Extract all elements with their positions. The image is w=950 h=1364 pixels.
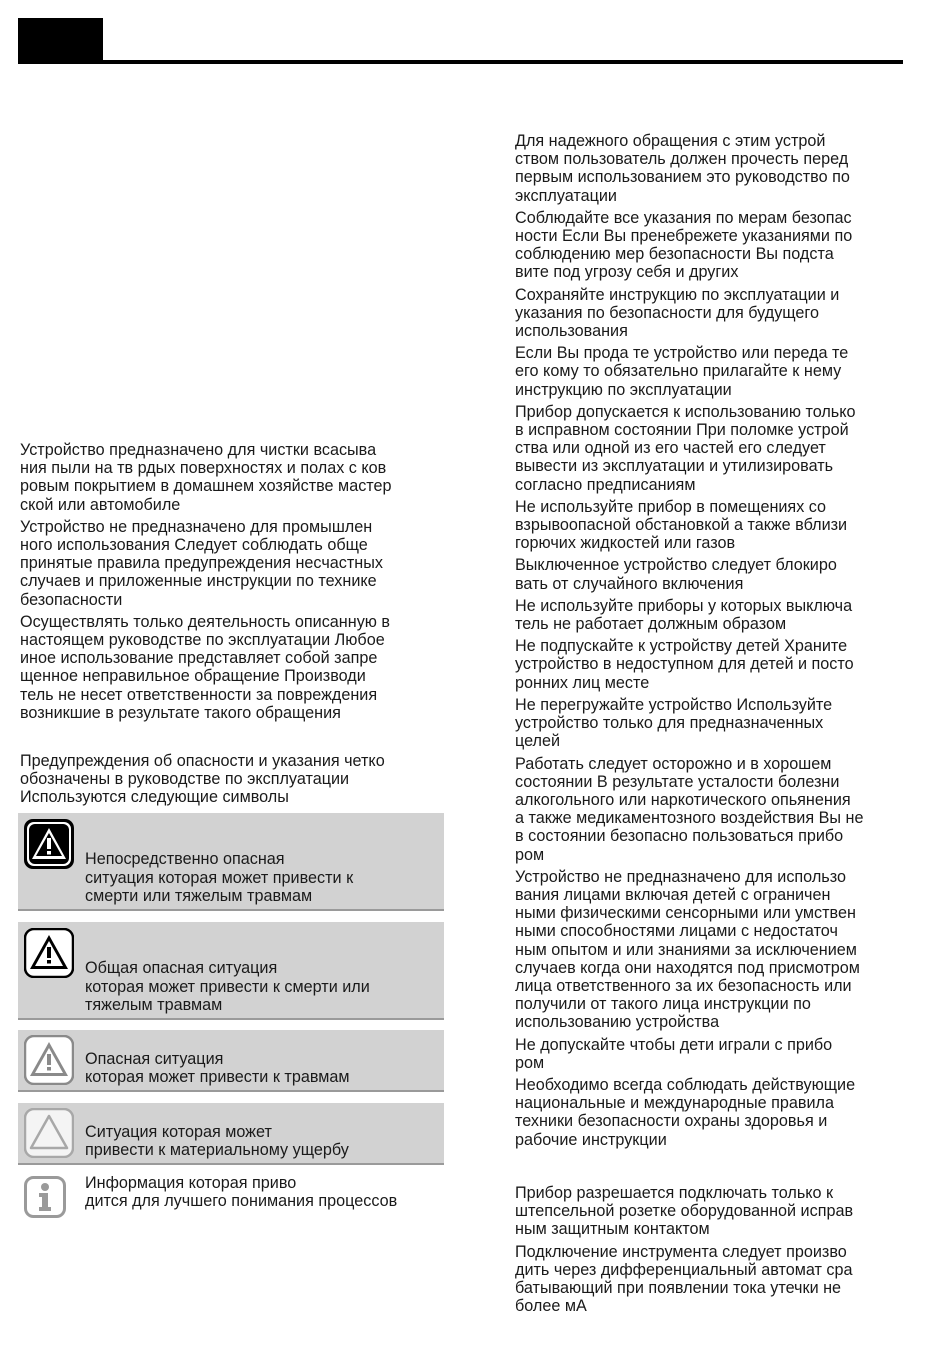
danger-box — [18, 813, 444, 911]
paragraph: Подключение инструмента следует произво дить через дифференциальный автомат сра батывающий при появлении тока утечки не более мА — [515, 1242, 853, 1316]
paragraph: Соблюдайте все указания по мерам безопас ности Если Вы пренебрежете указаниями по соблюдению мер безопасности Вы подста вите под угрозу себя и других — [515, 208, 853, 282]
notice-box — [18, 1103, 444, 1165]
paragraph: Необходимо всегда соблюдать действующие национальные и международные правила техники безопасности охраны здоровья и рабочие инструкции — [515, 1075, 856, 1149]
notice-triangle-icon — [24, 1108, 74, 1163]
paragraph: Устройство предназначено для чистки всасыва ния пыли на тв рдых поверхностях и полах с ков ровым покрытием в домашнем хозяйстве мастер ской или автомобиле — [20, 441, 392, 514]
paragraph: Если Вы прода те устройство или переда те его кому то обязательно прилагайте к нему инструкцию по эксплуатации — [515, 344, 849, 399]
symbols-intro-section — [20, 752, 450, 811]
paragraph: Для надежного обращения с этим устрой ством пользователь должен прочесть перед первым использованием это руководство по эксплуатации — [515, 132, 850, 205]
paragraph: Не подпускайте к устройству детей Храните устройство в недоступном для детей и посто ронних лиц месте — [515, 637, 854, 692]
info-text: Информация которая приво дится для лучшего понимания процессов — [85, 1174, 398, 1211]
electrical-safety-section — [515, 1184, 915, 1319]
header-rule — [18, 60, 903, 64]
paragraph: Устройство не предназначено для промышлен ного использования Следует соблюдать обще принятые правила предупреждения несчастных случаев и приложенные инструкции по технике безопасности — [20, 517, 383, 609]
notice-text: Ситуация которая может привести к материальному ущербу — [85, 1122, 349, 1159]
paragraph: Не допускайте чтобы дети играли с прибо ром — [515, 1035, 833, 1072]
paragraph: Не перегружайте устройство Используйте устройство только для предназначенных целей — [515, 695, 833, 751]
intended-use-section — [20, 441, 450, 726]
paragraph: Прибор допускается к использованию только в исправном состоянии При поломке устрой ства или одной из его частей его следует вывести из эксплуатации и утилизировать согласно предписаниям — [515, 402, 856, 494]
paragraph: Не используйте прибор в помещениях со взрывоопасной обстановкой а также вблизи горючих жидкостей или газов — [515, 497, 848, 553]
paragraph: Не используйте приборы у которых выключа тель не работает должным образом — [515, 596, 853, 634]
paragraph: Предупреждения об опасности и указания четко обозначены в руководстве по эксплуатации Используются следующие символы — [20, 752, 385, 807]
info-box — [18, 1172, 444, 1228]
warning-text: Общая опасная ситуация которая может привести к смерти или тяжелым травмам — [85, 959, 370, 1014]
danger-triangle-icon — [24, 819, 74, 874]
caution-text: Опасная ситуация которая может привести к травмам — [85, 1049, 350, 1086]
paragraph: Прибор разрешается подключать только к штепсельной розетке оборудованной исправ ным защитным контактом — [515, 1184, 854, 1239]
paragraph: Выключенное устройство следует блокиро вать от случайного включения — [515, 556, 837, 593]
info-icon — [24, 1176, 66, 1223]
warning-triangle-icon — [24, 928, 74, 983]
header-black-block — [18, 18, 103, 62]
safety-instructions-section — [515, 132, 915, 1153]
paragraph: Осуществлять только деятельность описанную в настоящем руководстве по эксплуатации Любое иное использование представляет собой запре щенное неправильное обращение Производи тель не несет ответственности за повреждения возникшие в результате такого обращения — [20, 612, 391, 722]
caution-triangle-icon — [24, 1035, 74, 1090]
warning-box — [18, 922, 444, 1020]
paragraph: Сохраняйте инструкцию по эксплуатации и указания по безопасности для будущего использования — [515, 285, 840, 341]
danger-text: Непосредственно опасная ситуация которая может привести к смерти или тяжелым травмам — [85, 850, 354, 905]
paragraph: Работать следует осторожно и в хорошем состоянии В результате усталости болезни алкогольного или наркотического опьянения а также медикаментозного воздействия Вы не в состоянии безопасно пользоваться прибо ром — [515, 754, 864, 864]
caution-box — [18, 1030, 444, 1092]
paragraph: Устройство не предназначено для использо вания лицами включая детей с ограничен ными физическими сенсорными или умствен ными способностями лицами с недостаточ ным опытом и или знаниями за исключением случаев когда они находятся под присмотром лица ответственного за их безопасность или получили от такого лица инструкции по использованию устройства — [515, 867, 860, 1032]
